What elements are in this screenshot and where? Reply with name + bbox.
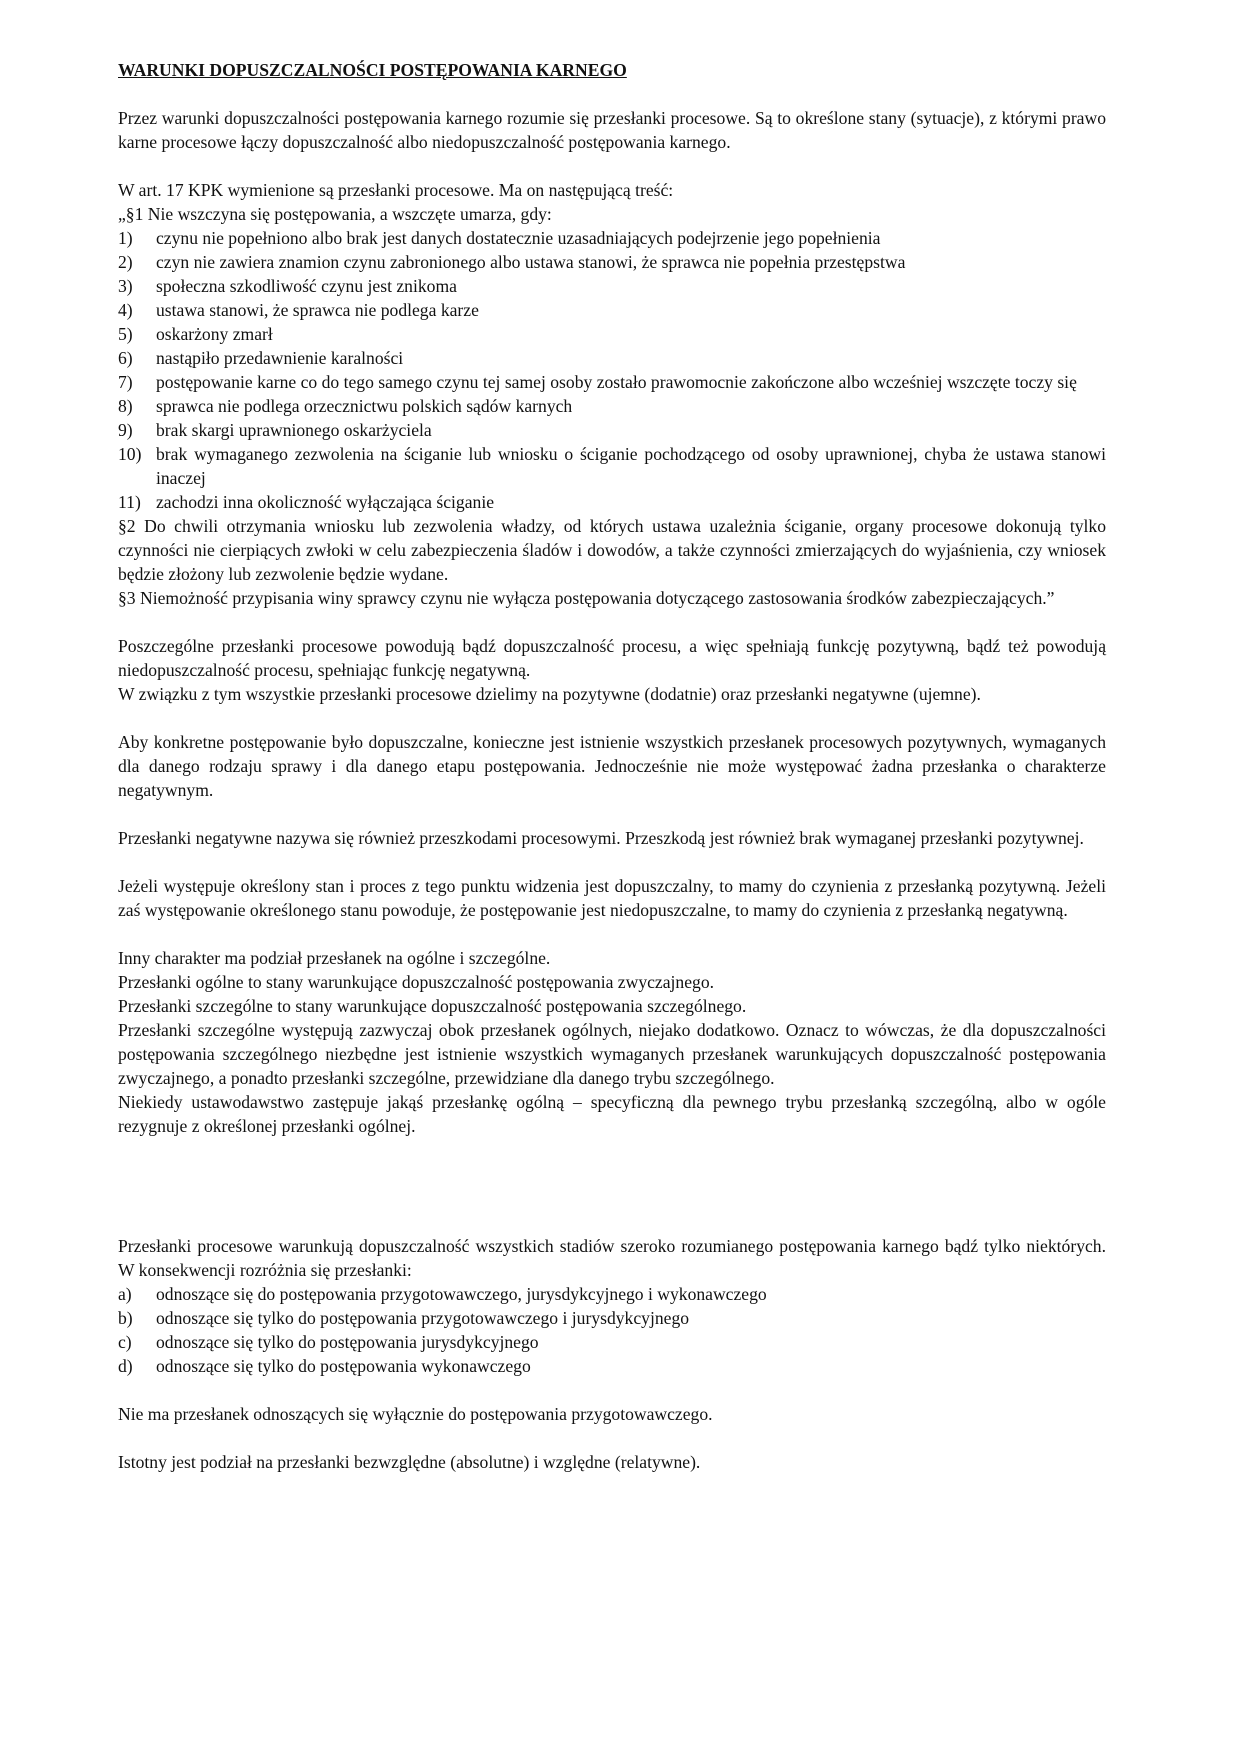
paragraph-poszczegolne-2: W związku z tym wszystkie przesłanki procesowe dzielimy na pozytywne (dodatnie) oraz przesłanki negatywne (ujemne). xyxy=(118,684,981,704)
list-item: c) odnoszące się tylko do postępowania jurysdykcyjnego xyxy=(118,1332,539,1352)
paragraph-nie-ma: Nie ma przesłanek odnoszących się wyłącznie do postępowania przygotowawczego. xyxy=(118,1404,713,1424)
paragraph-istotny: Istotny jest podział na przesłanki bezwzględne (absolutne) i względne (relatywne). xyxy=(118,1452,701,1472)
list-item: 7) postępowanie karne co do tego samego czynu tej samej osoby zostało prawomocnie zakończone albo wcześniej wszczęte toczy się xyxy=(118,372,1077,392)
paragraph-inny-4: Przesłanki szczególne występują zazwyczaj obok przesłanek ogólnych, niejako dodatkowo. Oznacz to wówczas, że dla dopuszczalności postępowania szczególnego niezbędne jest istnienie wszystkich wymaganych przesłanek warunkujących dopuszczalność postępowania zwyczajnego, a ponadto przesłanki szczególne, przewidziane dla danego trybu szczególnego. xyxy=(118,1020,1106,1088)
list-item: 4) ustawa stanowi, że sprawca nie podlega karze xyxy=(118,300,479,320)
list-item: a) odnoszące się do postępowania przygotowawczego, jurysdykcyjnego i wykonawczego xyxy=(118,1284,767,1304)
list-item: 2) czyn nie zawiera znamion czynu zabronionego albo ustawa stanowi, że sprawca nie popełnia przestępstwa xyxy=(118,252,906,272)
art17-par1: „§1 Nie wszczyna się postępowania, a wszczęte umarza, gdy: xyxy=(118,204,552,224)
art17-list xyxy=(118,226,1106,514)
paragraph-inny-5: Niekiedy ustawodawstwo zastępuje jakąś przesłankę ogólną – specyficzną dla pewnego trybu przesłanką szczególną, albo w ogóle rezygnuje z określonej przesłanki ogólnej. xyxy=(118,1092,1106,1136)
intro-paragraph: Przez warunki dopuszczalności postępowania karnego rozumie się przesłanki procesowe. Są to określone stany (sytuacje), z którymi prawo karne procesowe łączy dopuszczalność albo niedopuszczalność postępowania karnego. xyxy=(118,108,1106,152)
paragraph-negatywne: Przesłanki negatywne nazywa się również przeszkodami procesowymi. Przeszkodą jest również brak wymaganej przesłanki pozytywnej. xyxy=(118,828,1084,848)
paragraph-inny-1: Inny charakter ma podział przesłanek na ogólne i szczególne. xyxy=(118,948,551,968)
art17-lead: W art. 17 KPK wymienione są przesłanki procesowe. Ma on następującą treść: xyxy=(118,180,674,200)
paragraph-poszczegolne-1: Poszczególne przesłanki procesowe powodują bądź dopuszczalność procesu, a więc spełniają funkcję pozytywną, bądź też powodują niedopuszczalność procesu, spełniając funkcję negatywną. xyxy=(118,636,1106,680)
list-item: b) odnoszące się tylko do postępowania przygotowawczego i jurysdykcyjnego xyxy=(118,1308,690,1328)
paragraph-inny-3: Przesłanki szczególne to stany warunkujące dopuszczalność postępowania szczególnego. xyxy=(118,996,747,1016)
paragraph-stadia: Przesłanki procesowe warunkują dopuszczalność wszystkich stadiów szeroko rozumianego postępowania karnego bądź tylko niektórych. W konsekwencji rozróżnia się przesłanki: xyxy=(118,1236,1106,1280)
document-page xyxy=(118,58,1106,1474)
paragraph-inny-2: Przesłanki ogólne to stany warunkujące dopuszczalność postępowania zwyczajnego. xyxy=(118,972,715,992)
list-item: 1) czynu nie popełniono albo brak jest danych dostatecznie uzasadniających podejrzenie jego popełnienia xyxy=(118,228,881,248)
list-item: d) odnoszące się tylko do postępowania wykonawczego xyxy=(118,1356,531,1376)
document-title: WARUNKI DOPUSZCZALNOŚCI POSTĘPOWANIA KARNEGO xyxy=(118,60,627,80)
list-item: 5) oskarżony zmarł xyxy=(118,324,273,344)
paragraph-aby: Aby konkretne postępowanie było dopuszczalne, konieczne jest istnienie wszystkich przesłanek procesowych pozytywnych, wymaganych dla danego rodzaju sprawy i dla danego etapu postępowania. Jednocześnie nie może występować żadna przesłanka o charakterze negatywnym. xyxy=(118,732,1106,800)
list-item: 11) zachodzi inna okoliczność wyłączająca ściganie xyxy=(118,492,495,512)
list-item: 3) społeczna szkodliwość czynu jest znikoma xyxy=(118,276,457,296)
list-item: 8) sprawca nie podlega orzecznictwu polskich sądów karnych xyxy=(118,396,573,416)
list-item: 6) nastąpiło przedawnienie karalności xyxy=(118,348,404,368)
list-item: 10) brak wymaganego zezwolenia na ściganie lub wniosku o ściganie pochodzącego od osoby uprawnionej, chyba że ustawa stanowi inaczej xyxy=(118,444,1106,488)
list-item: 9) brak skargi uprawnionego oskarżyciela xyxy=(118,420,432,440)
paragraph-jezeli: Jeżeli występuje określony stan i proces z tego punktu widzenia jest dopuszczalny, to mamy do czynienia z przesłanką pozytywną. Jeżeli zaś występowanie określonego stanu powoduje, że postępowanie jest niedopuszczalne, to mamy do czynienia z przesłanką negatywną. xyxy=(118,876,1106,920)
stadia-list xyxy=(118,1282,1106,1378)
art17-par2: §2 Do chwili otrzymania wniosku lub zezwolenia władzy, od których ustawa uzależnia ściganie, organy procesowe dokonują tylko czynności nie cierpiących zwłoki w celu zabezpieczenia śladów i dowodów, a także czynności zmierzających do wyjaśnienia, czy wniosek będzie złożony lub zezwolenie będzie wydane. xyxy=(118,516,1106,584)
art17-par3: §3 Niemożność przypisania winy sprawcy czynu nie wyłącza postępowania dotyczącego zastosowania środków zabezpieczających.” xyxy=(118,588,1055,608)
